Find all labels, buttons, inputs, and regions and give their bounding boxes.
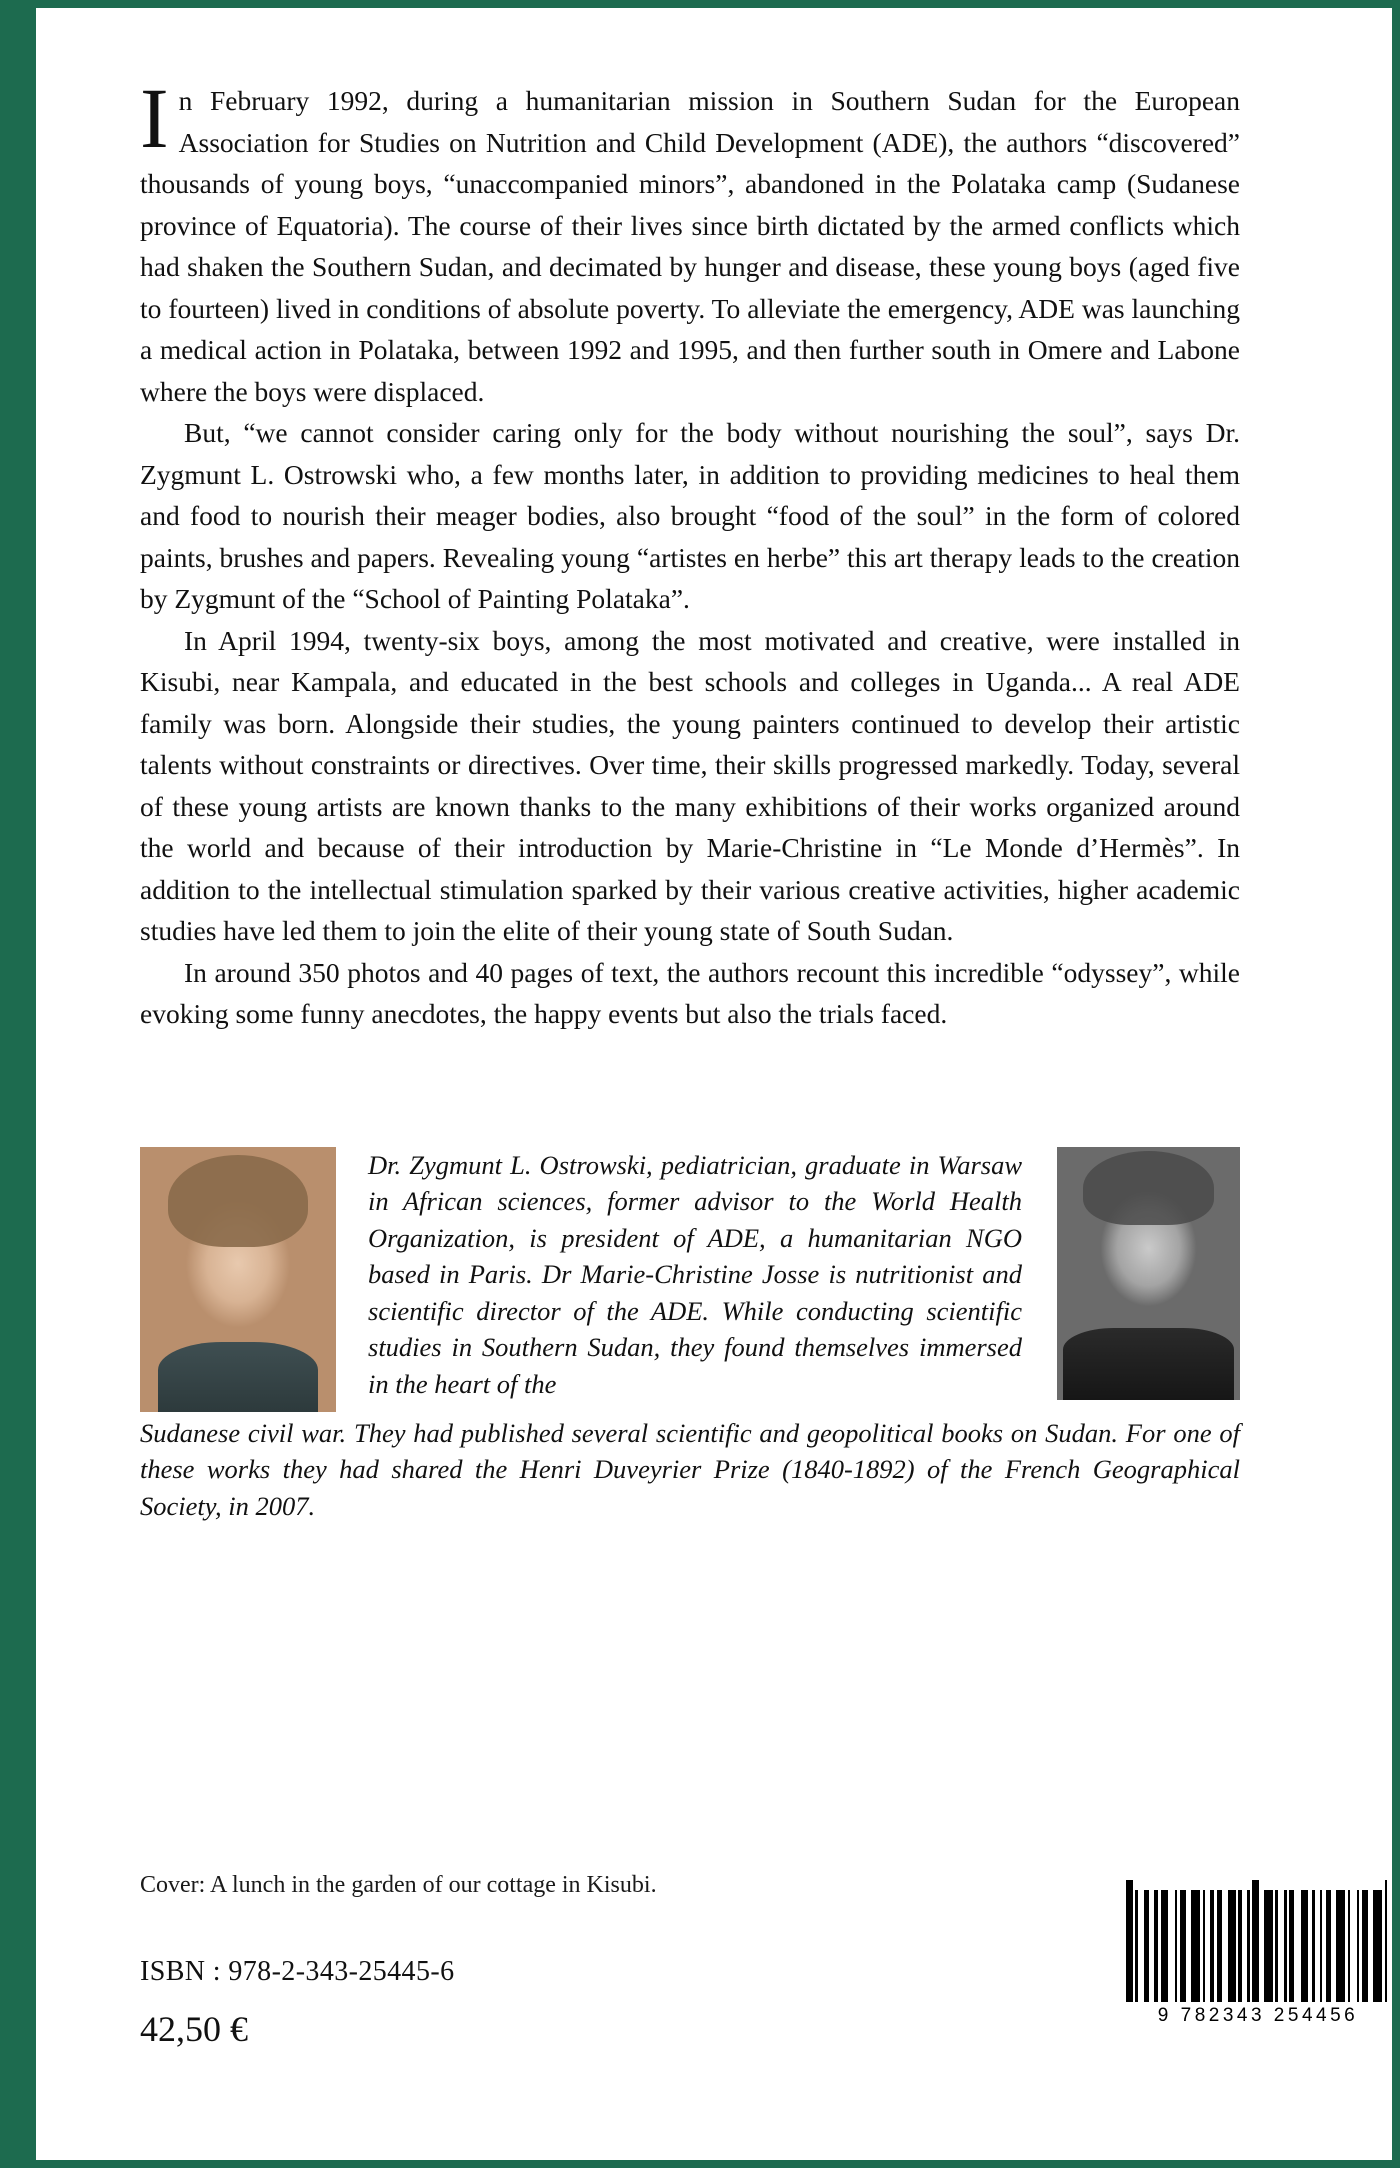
spine-white-gutter (36, 0, 50, 2168)
spine-green-band (0, 0, 36, 2168)
blurb-paragraph-1 (140, 70, 1240, 412)
author-photo-left (140, 1147, 336, 1412)
portrait-zygmunt-ostrowski-image (1057, 1147, 1240, 1400)
blurb-paragraph-3: In April 1994, twenty-six boys, among the most motivated and creative, were installed in Kisubi, near Kampala, and educated in the best schools and colleges in Uganda... A real ADE family was born. Alongside their studies, the young painters continued to develop their artistic talents without constraints or directives. Over time, their skills progressed markedly. Today, several of these young artists are known thanks to the many exhibitions of their works organized around the world and because of their introduction by Marie-Christine in “Le Monde d’Hermès”. In addition to the intellectual stimulation sparked by their various creative activities, higher academic studies have led them to join the elite of their young state of South Sudan. (140, 624, 1240, 946)
blurb-paragraph-1-text: n February 1992, during a humanitarian mission in Southern Sudan for the European Association for Studies on Nutrition and Child Development (ADE), the authors “discovered” thousands of young boys, “unaccompanied minors”, abandoned in the Polataka camp (Sudanese province of Equatoria). The course of their lives since birth dictated by the armed conflicts which had shaken the Southern Sudan, and decimated by hunger and disease, these young boys (aged five to fourteen) lived in conditions of absolute poverty. To alleviate the emergency, ADE was launching a medical action in Polataka, between 1992 and 1995, and then further south in Omere and Labone where the boys were displaced. (140, 85, 1240, 407)
cover-credit-note: Cover: A lunch in the garden of our cottage in Kisubi. (140, 1872, 657, 1898)
isbn-text: ISBN : 978-2-343-25445-6 (140, 1956, 455, 1987)
barcode-digits: 9 782343 254456 (1157, 2005, 1359, 2026)
barcode-block (1124, 1880, 1392, 2027)
author-photo-right (1057, 1147, 1240, 1400)
blurb-paragraph-2: But, “we cannot consider caring only for the body without nourishing the soul”, says Dr. Zygmunt L. Ostrowski who, a few months later, in addition to providing medicines to heal them and food to nourish their meager bodies, also brought “food of the soul” in the form of colored paints, brushes and papers. Revealing young “artistes en herbe” this art therapy leads to the creation by Zygmunt of the “School of Painting Polataka”. (140, 417, 1240, 614)
portrait-marie-christine-josse-image (140, 1147, 336, 1412)
edge-green-top (0, 0, 1400, 8)
blurb-paragraph-4: In around 350 photos and 40 pages of text, the authors recount this incredible “odyssey”, while evoking some funny anecdotes, the happy events but also the trials faced. (140, 956, 1240, 1029)
drop-cap-letter: I (140, 70, 169, 166)
barcode-bar (1387, 1880, 1390, 2002)
author-bio-text-bottom: Sudanese civil war. They had published several scientific and geopolitical books on Sudan. For one of these works they had shared the Henri Duveyrier Prize (1840-1892) of the French Geographical Society, in 2007. (140, 1417, 1240, 1521)
barcode-bars (1124, 1880, 1392, 2002)
price-text: 42,50 € (140, 2009, 248, 2049)
edge-green-bottom (0, 2160, 1400, 2168)
edge-green-right (1392, 0, 1400, 2168)
blurb-text (140, 70, 1240, 1035)
author-bio-text-top: Dr. Zygmunt L. Ostrowski, pediatrician, graduate in Warsaw in African sciences, former advisor to the World Health Organization, is president of ADE, a humanitarian NGO based in Paris. Dr Marie-Christine Josse is nutritionist and scientific director of the ADE. While conducting scientific studies in Southern Sudan, they found themselves immersed in the heart of the (368, 1149, 1022, 1399)
authors-bio-block (140, 1147, 1240, 1525)
back-cover-content (140, 70, 1240, 1524)
footer-block (140, 1870, 1250, 2050)
